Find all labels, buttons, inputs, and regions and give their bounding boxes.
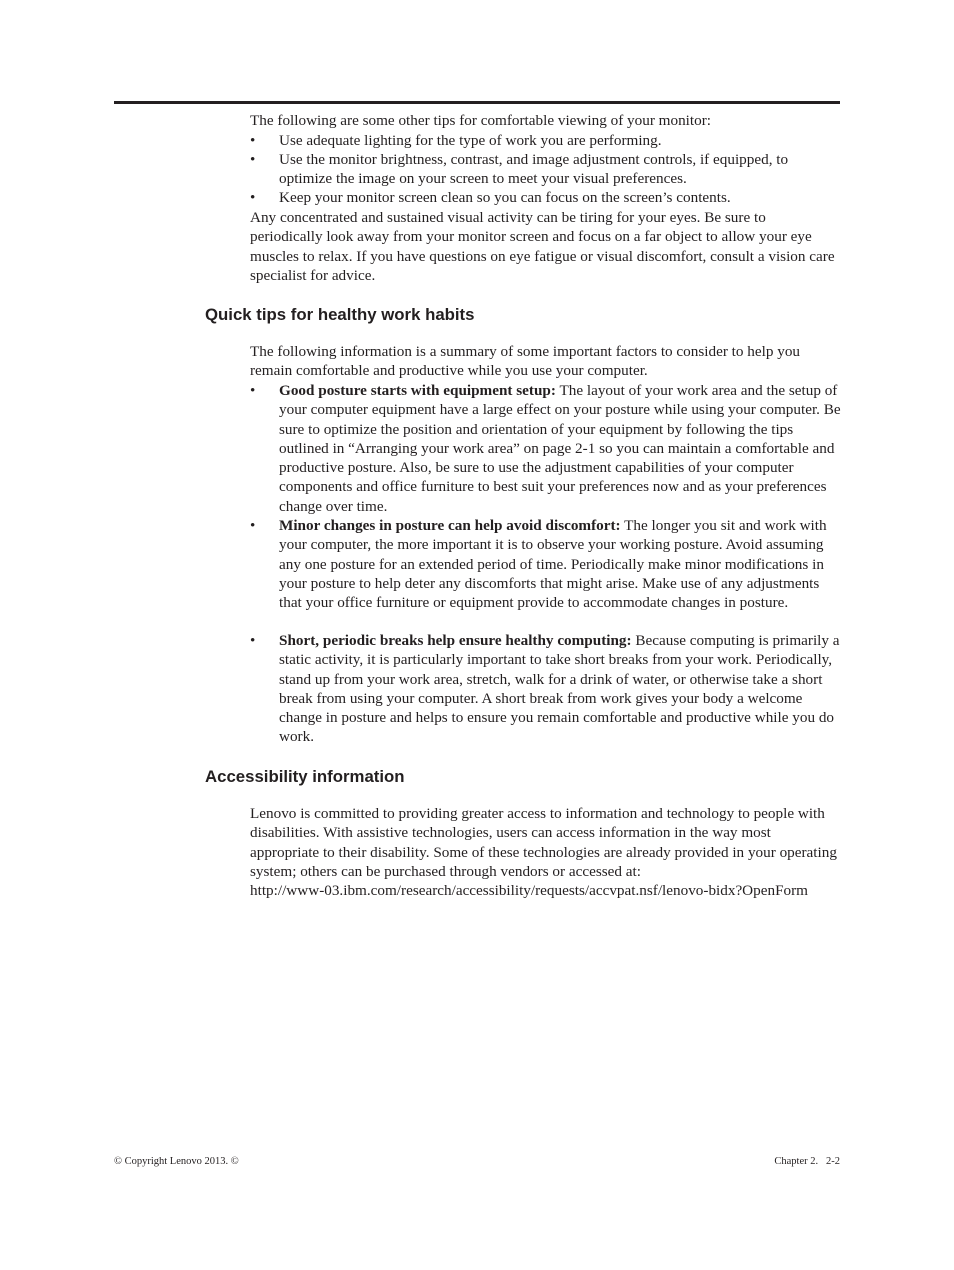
footer-copyright: © Copyright Lenovo 2013. © [114,1156,239,1167]
habit-text [279,381,842,516]
intro-lead: The following are some other tips for comfortable viewing of your monitor: [250,112,711,129]
habit-title: Minor changes in posture can help avoid discomfort: [279,517,621,534]
bullet-marker: • [250,517,256,534]
bullet-marker: • [250,132,256,149]
intro-closing: Any concentrated and sustained visual activity can be tiring for your eyes. Be sure to periodically look away from your monitor screen and focus on a far object to allow your eye muscles to relax. If you have questions on eye fatigue or visual discomfort, consult a vision care specialist for advice. [250,209,835,284]
tip-text: Keep your monitor screen clean so you can focus on the screen’s contents. [279,189,731,206]
quick-tips-lead: The following information is a summary of some important factors to consider to help you remain comfortable and productive while you use your computer. [250,343,801,380]
habit-title: Short, periodic breaks help ensure healthy computing: [279,632,632,649]
bullet-marker: • [250,151,256,168]
tip-text: Use the monitor brightness, contrast, and image adjustment controls, if equipped, to optimize the image on your screen to meet your visual preferences. [279,151,789,188]
habit-text [279,516,842,612]
habit-text [279,631,842,747]
habit-body: Because computing is primarily a static activity, it is particularly important to take short breaks from your work. Periodically, stand up from your work area, stretch, walk for a drink of water, or otherwise take a short break from using your computer. A short break from work gives your body a welcome change in posture and helps to ensure you remain comfortable and productive while you do work. [279,632,840,746]
section-heading-accessibility: Accessibility information [205,767,405,786]
accessibility-link[interactable]: http://www-03.ibm.com/research/accessibility/requests/accvpat.nsf/lenovo-bidx?OpenForm [250,882,808,899]
bullet-marker: • [250,632,256,649]
bullet-marker: • [250,189,256,206]
accessibility-body: Lenovo is committed to providing greater access to information and technology to people with disabilities. With assistive technologies, users can access information in the way most appropriate to their disability. Some of these technologies are already provided in your operating system; others can be purchased through vendors or accessed at: [250,805,837,880]
habit-body: The layout of your work area and the setup of your computer equipment have a large effect on your posture while using your computer. Be sure to optimize the position and orientation of your equipment by following the tips outlined in “Arranging your work area” on page 2-1 so you can maintain a comfortable and productive posture. Also, be sure to use the adjustment capabilities of your computer components and office furniture to best suit your preferences now and as your preferences change over time. [279,382,841,515]
bullet-marker: • [250,382,256,399]
header-rule [114,101,840,104]
habit-title: Good posture starts with equipment setup: [279,382,556,399]
tip-text: Use adequate lighting for the type of work you are performing. [279,132,662,149]
habit-body: The longer you sit and work with your computer, the more important it is to observe your working posture. Avoid assuming any one posture for an extended period of time. Periodically make minor modifications in your posture to help deter any discomforts that might arise. Make use of any adjustments that your office furniture or equipment provide to accommodate changes in posture. [279,517,827,612]
footer-page-number: Chapter 2. 2-2 [774,1156,840,1167]
section-heading-quick-tips: Quick tips for healthy work habits [205,305,475,324]
